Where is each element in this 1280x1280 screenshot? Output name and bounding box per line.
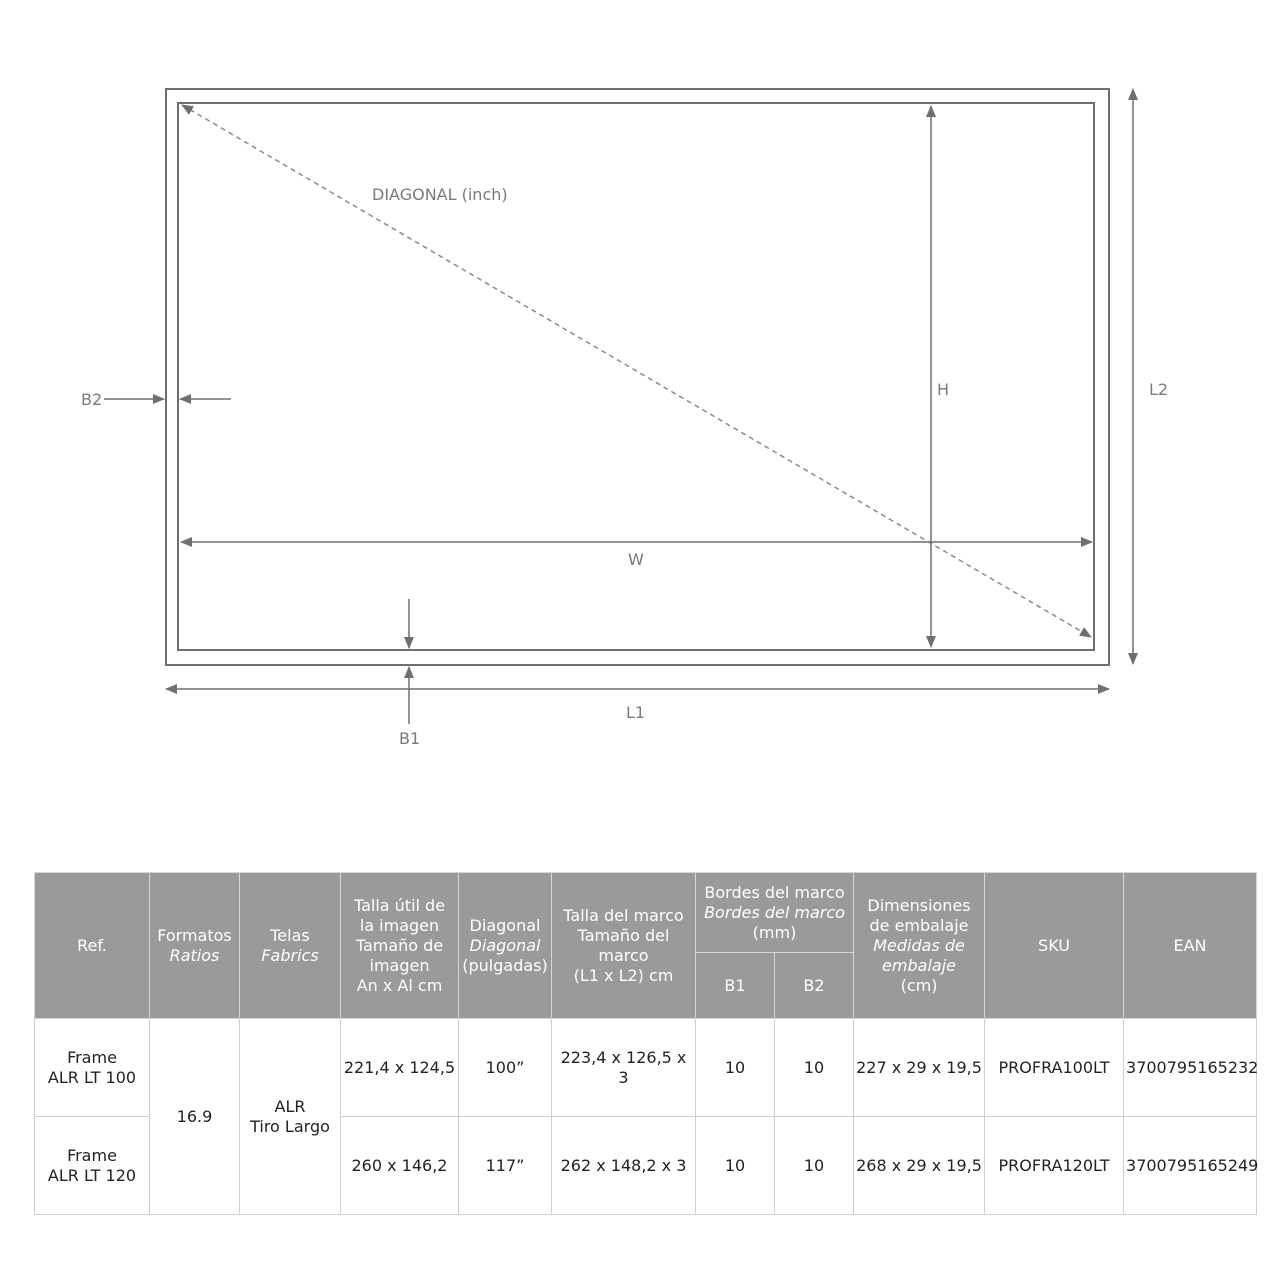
spec-table — [34, 872, 1257, 1215]
header-dimensiones-4: embalaje — [882, 955, 956, 975]
header-formatos-es: Formatos — [157, 925, 232, 945]
header-bordes-3: (mm) — [752, 922, 797, 942]
cell-diagonal: 100” — [459, 1019, 552, 1117]
ref-line1: Frame — [67, 1145, 117, 1165]
header-b2: B2 — [775, 953, 854, 1019]
header-telas-en: Fabrics — [261, 945, 319, 965]
cell-b1: 10 — [696, 1117, 775, 1215]
cell-b2: 10 — [775, 1019, 854, 1117]
b1-label: B1 — [399, 729, 421, 748]
header-b1: B1 — [696, 953, 775, 1019]
cell-embalaje: 227 x 29 x 19,5 — [854, 1019, 985, 1117]
l2-label: L2 — [1149, 380, 1169, 399]
ref-line2: ALR LT 100 — [47, 1067, 137, 1087]
header-formatos-en: Ratios — [169, 945, 220, 965]
cell-b2: 10 — [775, 1117, 854, 1215]
cell-diagonal: 117” — [459, 1117, 552, 1215]
cell-ean: 3700795165249 — [1124, 1117, 1257, 1215]
header-dimensiones-5: (cm) — [900, 975, 938, 995]
header-talla-util-3: Tamaño de — [355, 935, 444, 955]
fabric-line2: Tiro Largo — [250, 1116, 330, 1136]
fabric-line1: ALR — [274, 1096, 306, 1116]
header-bordes-1: Bordes del marco — [704, 882, 845, 902]
header-ean: EAN — [1124, 873, 1257, 1019]
header-bordes-2: Bordes del marco — [704, 902, 845, 922]
cell-fabric — [240, 1019, 341, 1215]
cell-sku: PROFRA100LT — [985, 1019, 1124, 1117]
header-talla-marco — [552, 873, 696, 1019]
header-formatos — [150, 873, 240, 1019]
header-talla-util-2: la imagen — [359, 915, 440, 935]
l1-label: L1 — [626, 703, 646, 722]
cell-sku: PROFRA120LT — [985, 1117, 1124, 1215]
header-talla-marco-3: marco — [598, 945, 649, 965]
cell-talla-marco: 223,4 x 126,5 x 3 — [552, 1019, 696, 1117]
header-talla-marco-2: Tamaño del — [577, 925, 670, 945]
header-dimensiones-3: Medidas de — [873, 935, 965, 955]
b2-label: B2 — [81, 390, 103, 409]
header-talla-util-5: An x Al cm — [356, 975, 443, 995]
header-bordes — [696, 873, 854, 953]
cell-embalaje: 268 x 29 x 19,5 — [854, 1117, 985, 1215]
header-diagonal-1: Diagonal — [469, 915, 541, 935]
header-talla-util — [341, 873, 459, 1019]
header-talla-util-1: Talla útil de — [353, 895, 446, 915]
cell-ref — [35, 1117, 150, 1215]
header-talla-marco-4: (L1 x L2) cm — [573, 965, 674, 985]
header-dimensiones-1: Dimensiones — [867, 895, 971, 915]
cell-talla-util: 260 x 146,2 — [341, 1117, 459, 1215]
ref-line1: Frame — [67, 1047, 117, 1067]
header-talla-marco-1: Talla del marco — [563, 905, 684, 925]
header-diagonal-3: (pulgadas) — [462, 955, 548, 975]
cell-talla-util: 221,4 x 124,5 — [341, 1019, 459, 1117]
header-diagonal-2: Diagonal — [469, 935, 541, 955]
header-dimensiones — [854, 873, 985, 1019]
header-dimensiones-2: de embalaje — [869, 915, 969, 935]
cell-ean: 3700795165232 — [1124, 1019, 1257, 1117]
header-talla-util-4: imagen — [369, 955, 430, 975]
header-diagonal — [459, 873, 552, 1019]
diagonal-label: DIAGONAL (inch) — [372, 185, 508, 204]
cell-ratio: 16.9 — [150, 1019, 240, 1215]
cell-b1: 10 — [696, 1019, 775, 1117]
outer-frame — [166, 89, 1109, 665]
header-sku: SKU — [985, 873, 1124, 1019]
ref-line2: ALR LT 120 — [47, 1165, 137, 1185]
header-telas — [240, 873, 341, 1019]
table-row — [35, 1019, 1257, 1117]
height-label: H — [937, 380, 950, 399]
cell-talla-marco: 262 x 148,2 x 3 — [552, 1117, 696, 1215]
header-telas-es: Telas — [270, 925, 310, 945]
cell-ref — [35, 1019, 150, 1117]
width-label: W — [628, 550, 644, 569]
header-ref: Ref. — [35, 873, 150, 1019]
